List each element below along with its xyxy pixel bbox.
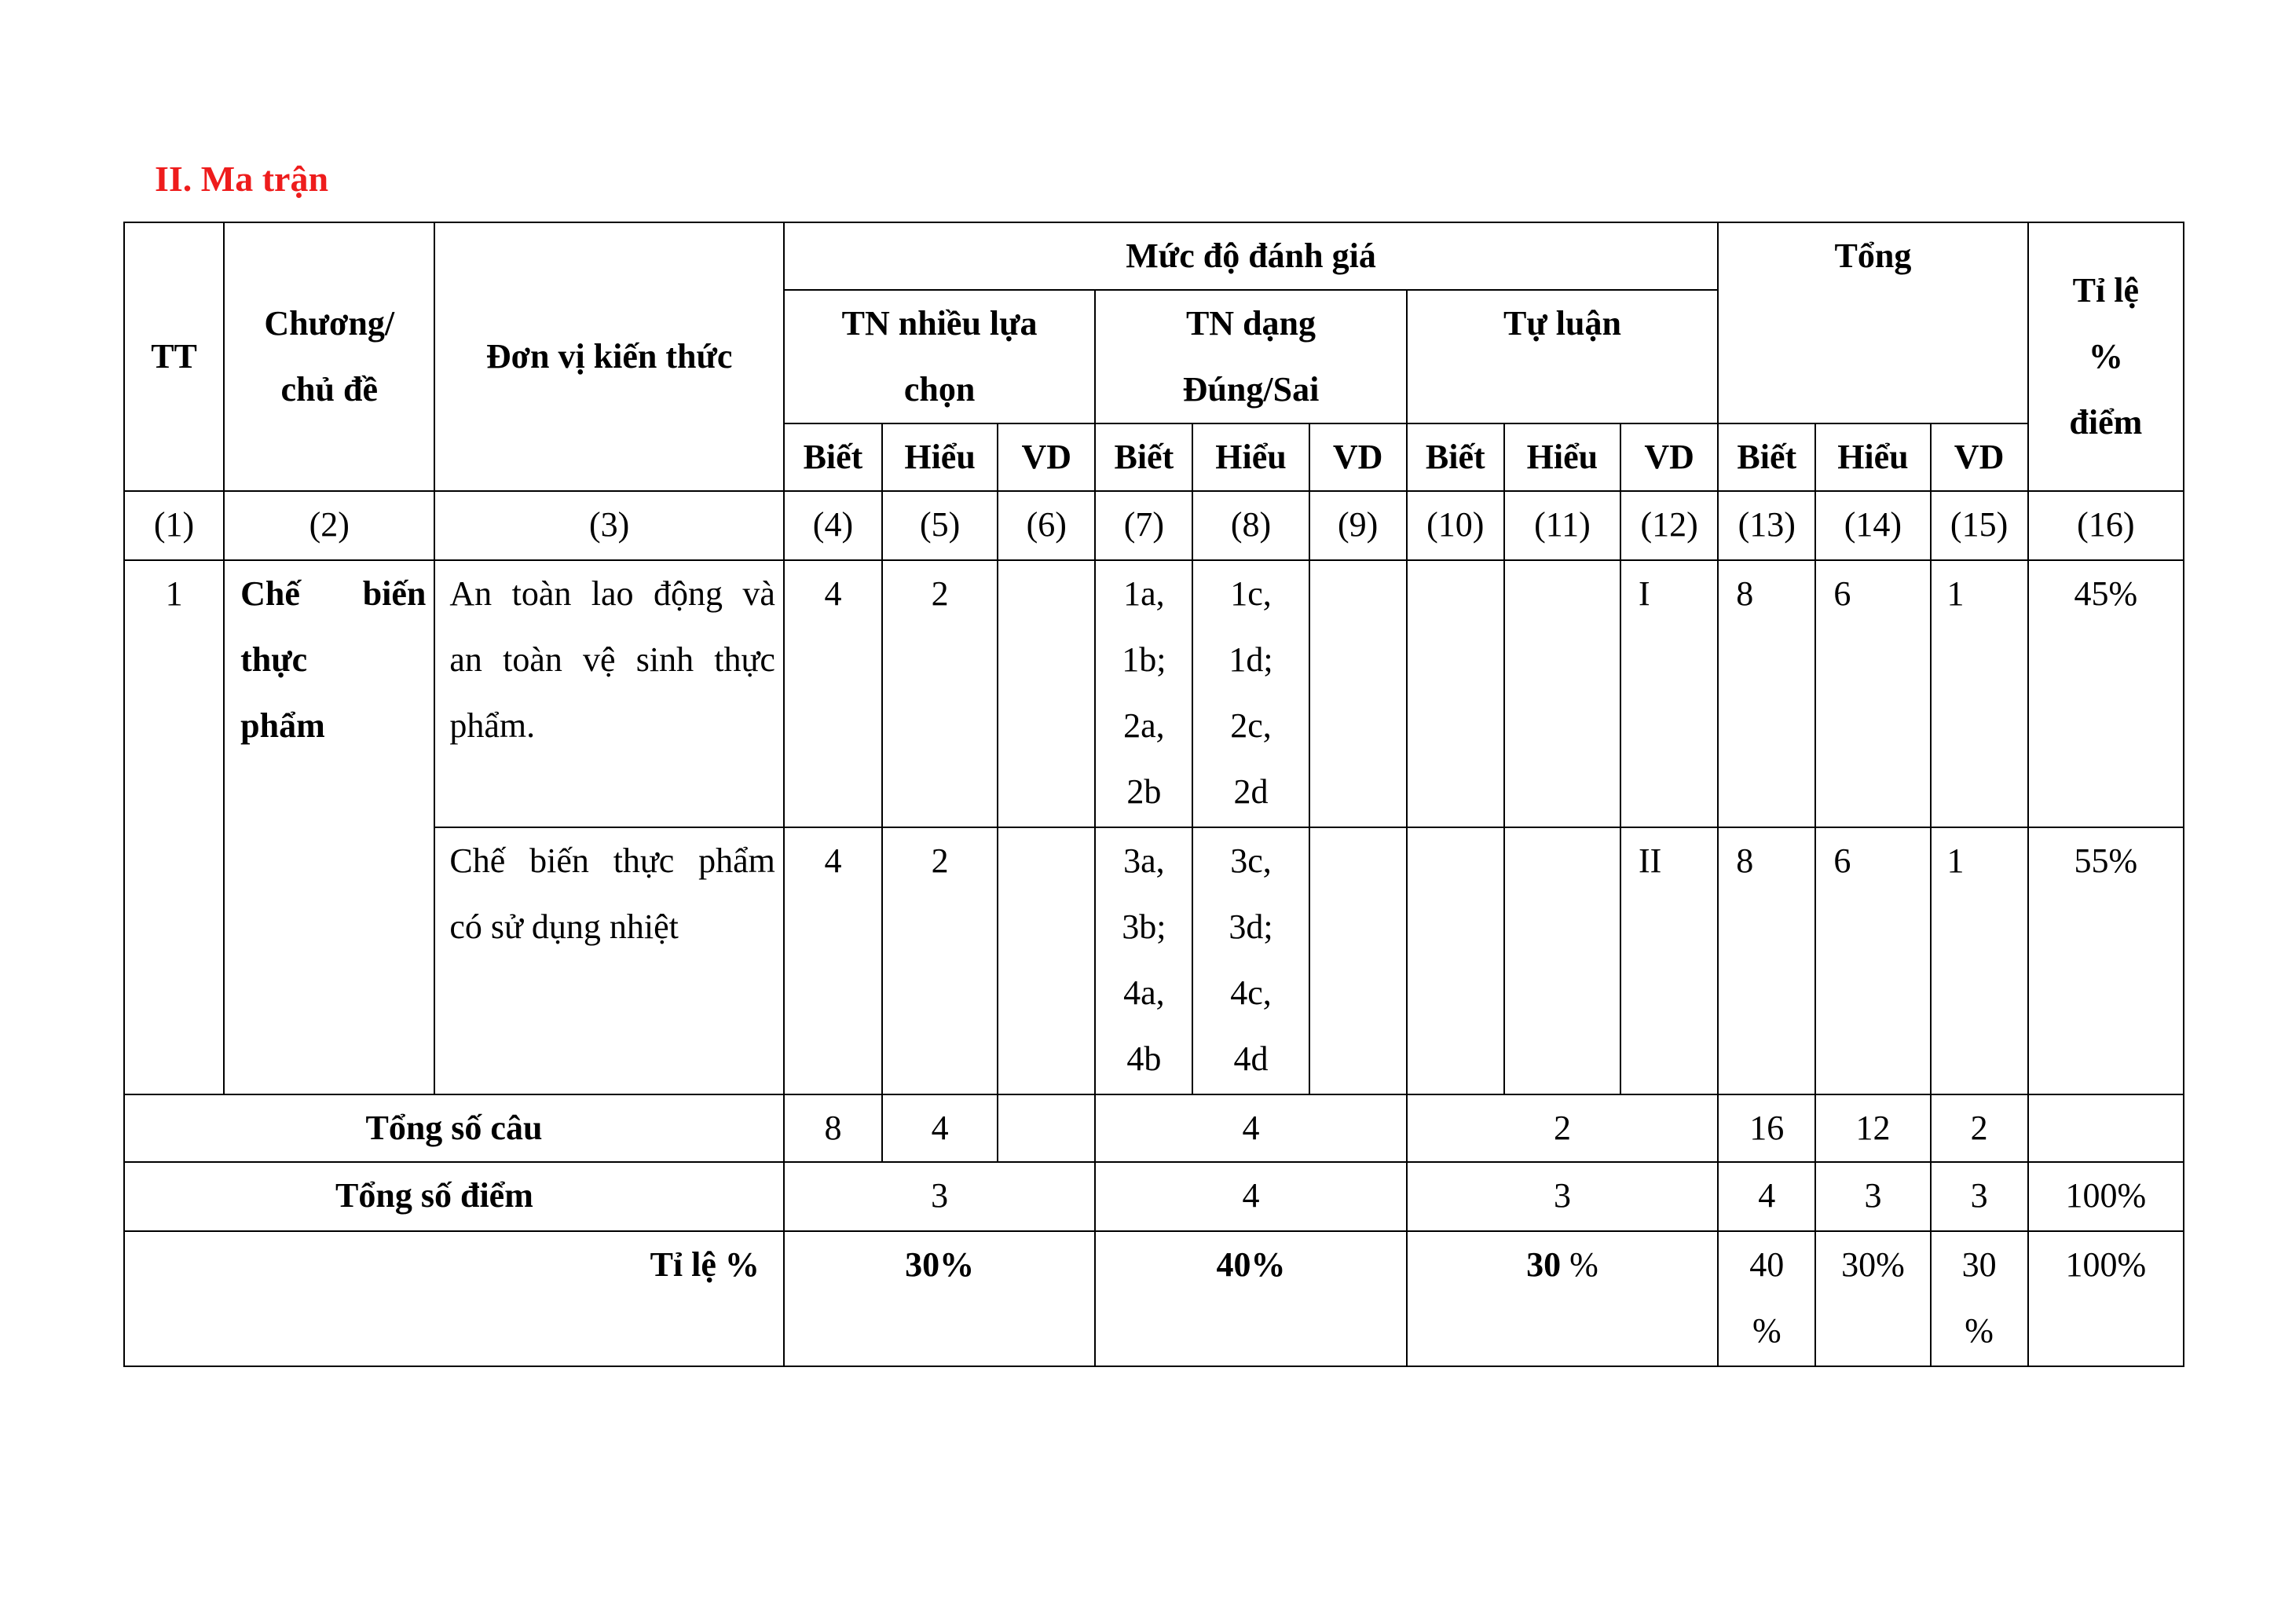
percent-total-vd <box>1931 1231 2028 1366</box>
mc-hieu-cell: 2 <box>882 560 998 827</box>
points-total-biet: 4 <box>1718 1162 1815 1231</box>
level-mc-vd: VD <box>998 423 1095 491</box>
column-number: (1) <box>124 491 224 560</box>
unit-cell <box>434 827 783 1094</box>
header-true-false <box>1095 290 1406 423</box>
percent-row <box>124 1231 2184 1366</box>
tf-item: 3b; <box>1122 907 1166 946</box>
column-number: (3) <box>434 491 783 560</box>
header-mc-line1: TN nhiều lựa <box>841 304 1038 343</box>
header-tf-line1: TN dạng <box>1185 304 1316 343</box>
sum-points-label: Tổng số điểm <box>124 1162 784 1231</box>
column-number: (14) <box>1815 491 1930 560</box>
topic-tt: 1 <box>124 560 224 1094</box>
column-number: (6) <box>998 491 1095 560</box>
unit-cell <box>434 560 783 827</box>
tf-vd-cell <box>1309 827 1407 1094</box>
header-ratio <box>2028 222 2184 491</box>
tl-biet-cell <box>1407 827 1504 1094</box>
tl-biet-cell <box>1407 560 1504 827</box>
tf-item: 2a, <box>1123 706 1165 745</box>
percent-total-hieu: 30% <box>1815 1231 1930 1366</box>
column-number: (2) <box>224 491 434 560</box>
percent-mc: 30% <box>784 1231 1095 1366</box>
tl-vd-cell: I <box>1620 560 1718 827</box>
total-vd-cell: 1 <box>1931 560 2028 827</box>
points-mc: 3 <box>784 1162 1095 1231</box>
table-row <box>124 560 2184 827</box>
total-hieu-cell: 6 <box>1815 827 1930 1094</box>
column-number: (8) <box>1192 491 1309 560</box>
tf-item: 1d; <box>1229 640 1273 679</box>
unit-line2: an toàn vệ sinh thực <box>449 640 775 679</box>
percent-tf: 40% <box>1095 1231 1406 1366</box>
header-level-group: Mức độ đánh giá <box>784 222 1718 290</box>
percent-total-biet-line2: % <box>1752 1311 1782 1350</box>
assessment-matrix-table <box>123 222 2184 1367</box>
sum-essay: 2 <box>1407 1094 1719 1162</box>
header-chapter-line2: chủ đề <box>280 370 378 409</box>
column-number: (13) <box>1718 491 1815 560</box>
topic-chapter <box>224 560 434 1094</box>
level-tl-biet: Biết <box>1407 423 1504 491</box>
sum-tf: 4 <box>1095 1094 1406 1162</box>
level-total-hieu: Hiểu <box>1815 423 1930 491</box>
percent-total-biet-line1: 40 <box>1749 1245 1785 1284</box>
header-chapter-line1: Chương/ <box>264 304 395 343</box>
tl-hieu-cell <box>1504 827 1620 1094</box>
sum-ratio <box>2028 1094 2184 1162</box>
header-chapter <box>224 222 434 491</box>
points-tf: 4 <box>1095 1162 1406 1231</box>
percent-total-vd-line1: 30 <box>1961 1245 1997 1284</box>
tf-vd-cell <box>1309 560 1407 827</box>
column-number: (10) <box>1407 491 1504 560</box>
sum-mc-hieu: 4 <box>882 1094 998 1162</box>
tf-item: 2d <box>1233 772 1269 811</box>
level-tf-biet: Biết <box>1095 423 1192 491</box>
tf-item: 1a, <box>1123 574 1165 613</box>
sum-points-row <box>124 1162 2184 1231</box>
tf-hieu-cell <box>1192 560 1309 827</box>
header-multiple-choice <box>784 290 1095 423</box>
tl-hieu-cell <box>1504 560 1620 827</box>
header-ratio-line3: điểm <box>2069 403 2143 442</box>
mc-biet-cell: 4 <box>784 560 882 827</box>
column-number: (9) <box>1309 491 1407 560</box>
points-essay: 3 <box>1407 1162 1719 1231</box>
sum-total-hieu: 12 <box>1815 1094 1930 1162</box>
mc-biet-cell: 4 <box>784 827 882 1094</box>
mc-vd-cell <box>998 560 1095 827</box>
level-total-biet: Biết <box>1718 423 1815 491</box>
topic-chapter-word2: biến <box>362 574 427 613</box>
total-biet-cell: 8 <box>1718 827 1815 1094</box>
topic-chapter-line2: thực <box>240 640 308 679</box>
unit-line3: phẩm. <box>449 706 536 745</box>
percent-ratio: 100% <box>2028 1231 2184 1366</box>
tf-item: 3c, <box>1230 841 1272 880</box>
unit-line1: An toàn lao động và <box>449 574 775 613</box>
level-tf-hieu: Hiểu <box>1192 423 1309 491</box>
column-number: (15) <box>1931 491 2028 560</box>
header-mc-line2: chọn <box>903 370 976 409</box>
percent-essay <box>1407 1231 1719 1366</box>
mc-hieu-cell: 2 <box>882 827 998 1094</box>
topic-chapter-line3: phẩm <box>240 706 325 745</box>
tf-item: 4b <box>1126 1039 1162 1078</box>
total-hieu-cell: 6 <box>1815 560 1930 827</box>
header-total: Tổng <box>1718 222 2027 423</box>
tf-item: 1b; <box>1122 640 1166 679</box>
ratio-cell: 55% <box>2028 827 2184 1094</box>
points-total-vd: 3 <box>1931 1162 2028 1231</box>
sum-mc-vd <box>998 1094 1095 1162</box>
topic-chapter-word1: Chế <box>240 574 300 613</box>
column-number: (11) <box>1504 491 1620 560</box>
sum-total-biet: 16 <box>1718 1094 1815 1162</box>
tf-item: 4a, <box>1123 973 1165 1012</box>
ratio-cell: 45% <box>2028 560 2184 827</box>
tf-item: 3a, <box>1123 841 1165 880</box>
sum-questions-label: Tổng số câu <box>124 1094 784 1162</box>
tf-item: 4d <box>1233 1039 1269 1078</box>
level-tl-hieu: Hiểu <box>1504 423 1620 491</box>
tf-item: 2b <box>1126 772 1162 811</box>
total-biet-cell: 8 <box>1718 560 1815 827</box>
percent-essay-value: 30 <box>1526 1245 1562 1284</box>
unit-line2: có sử dụng nhiệt <box>449 907 679 946</box>
sum-questions-row <box>124 1094 2184 1162</box>
tl-vd-cell: II <box>1620 827 1718 1094</box>
unit-line1: Chế biến thực phẩm <box>449 841 775 880</box>
tf-item: 2c, <box>1230 706 1272 745</box>
column-number: (7) <box>1095 491 1192 560</box>
tf-item: 4c, <box>1230 973 1272 1012</box>
header-tt: TT <box>124 222 224 491</box>
percent-essay-unit: % <box>1561 1245 1598 1284</box>
sum-total-vd: 2 <box>1931 1094 2028 1162</box>
sum-mc-biet: 8 <box>784 1094 882 1162</box>
level-tf-vd: VD <box>1309 423 1407 491</box>
level-tl-vd: VD <box>1620 423 1718 491</box>
section-title: II. Ma trận <box>155 159 329 199</box>
points-total-hieu: 3 <box>1815 1162 1930 1231</box>
header-tf-line2: Đúng/Sai <box>1182 370 1320 409</box>
column-number: (4) <box>784 491 882 560</box>
header-ratio-line1: Tỉ lệ <box>2072 271 2139 310</box>
header-ratio-line2: % <box>2088 337 2123 376</box>
tf-biet-cell <box>1095 560 1192 827</box>
points-ratio: 100% <box>2028 1162 2184 1231</box>
column-number: (12) <box>1620 491 1718 560</box>
column-number: (16) <box>2028 491 2184 560</box>
column-number: (5) <box>882 491 998 560</box>
level-mc-biet: Biết <box>784 423 882 491</box>
header-essay: Tự luận <box>1407 290 1719 423</box>
percent-total-biet <box>1718 1231 1815 1366</box>
tf-item: 1c, <box>1230 574 1272 613</box>
tf-hieu-cell <box>1192 827 1309 1094</box>
level-mc-hieu: Hiểu <box>882 423 998 491</box>
header-row-1 <box>124 222 2184 290</box>
column-number-row <box>124 491 2184 560</box>
percent-total-vd-line2: % <box>1965 1311 1994 1350</box>
percent-label: Tỉ lệ % <box>124 1231 784 1366</box>
mc-vd-cell <box>998 827 1095 1094</box>
tf-item: 3d; <box>1229 907 1273 946</box>
level-total-vd: VD <box>1931 423 2028 491</box>
header-unit: Đơn vị kiến thức <box>434 222 783 491</box>
tf-biet-cell <box>1095 827 1192 1094</box>
total-vd-cell: 1 <box>1931 827 2028 1094</box>
